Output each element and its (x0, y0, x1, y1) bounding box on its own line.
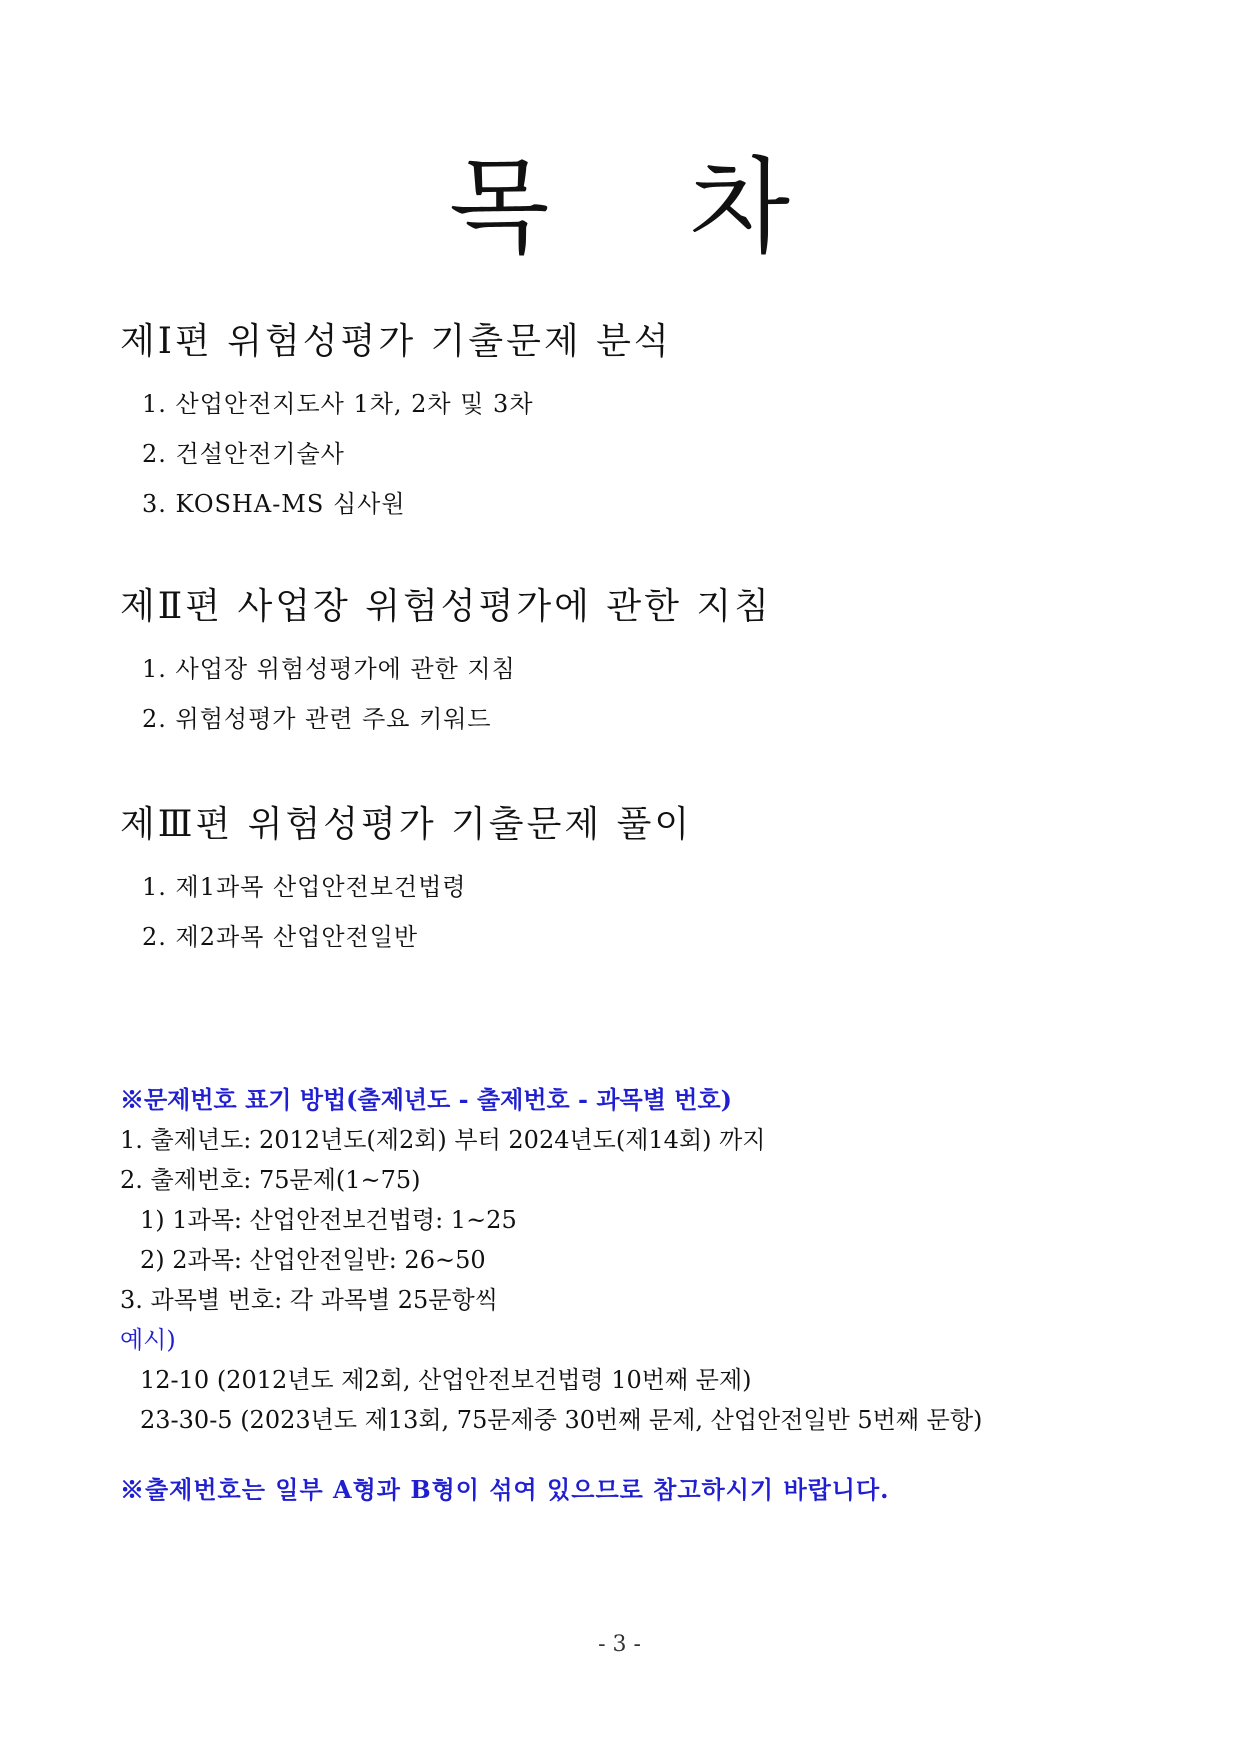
notes-line-3: 1) 1과목: 산업안전보건법령: 1~25 (140, 1206, 517, 1234)
part-1-heading: 제Ⅰ편 위험성평가 기출문제 분석 (120, 321, 672, 362)
notes-line-1: 1. 출제년도: 2012년도(제2회) 부터 2024년도(제14회) 까지 (120, 1126, 766, 1154)
part-1-item-2: 2. 건설안전기술사 (142, 440, 345, 468)
title-char-2: 차 (689, 146, 790, 268)
notes-line-4: 2) 2과목: 산업안전일반: 26~50 (140, 1246, 486, 1274)
page-title (0, 146, 1239, 268)
part-3-heading: 제Ⅲ편 위험성평가 기출문제 풀이 (120, 804, 693, 845)
part-1-item-3: 3. KOSHA-MS 심사원 (142, 490, 406, 518)
notes-line-2: 2. 출제번호: 75문제(1~75) (120, 1166, 421, 1194)
notes-header: ※문제번호 표기 방법(출제년도 - 출제번호 - 과목별 번호) (120, 1085, 732, 1114)
example-label: 예시) (120, 1326, 176, 1354)
part-3-item-2: 2. 제2과목 산업안전일반 (142, 923, 419, 951)
part-2-item-2: 2. 위험성평가 관련 주요 키워드 (142, 705, 492, 733)
notes-line-5: 3. 과목별 번호: 각 과목별 25문항씩 (120, 1286, 498, 1314)
part-1-item-1: 1. 산업안전지도사 1차, 2차 및 3차 (142, 390, 534, 418)
example-2: 23-30-5 (2023년도 제13회, 75문제중 30번째 문제, 산업안전일반 5번째 문항) (140, 1406, 983, 1434)
part-2-item-1: 1. 사업장 위험성평가에 관한 지침 (142, 655, 516, 683)
example-1: 12-10 (2012년도 제2회, 산업안전보건법령 10번째 문제) (140, 1366, 752, 1394)
part-3-item-1: 1. 제1과목 산업안전보건법령 (142, 873, 467, 901)
title-char-1: 목 (449, 146, 550, 268)
part-2-heading: 제Ⅱ편 사업장 위험성평가에 관한 지침 (120, 586, 772, 627)
numbering-notes (120, 1080, 1120, 1510)
final-note: ※출제번호는 일부 A형과 B형이 섞여 있으므로 참고하시기 바랍니다. (120, 1475, 890, 1504)
page-number: - 3 - (598, 1632, 641, 1657)
